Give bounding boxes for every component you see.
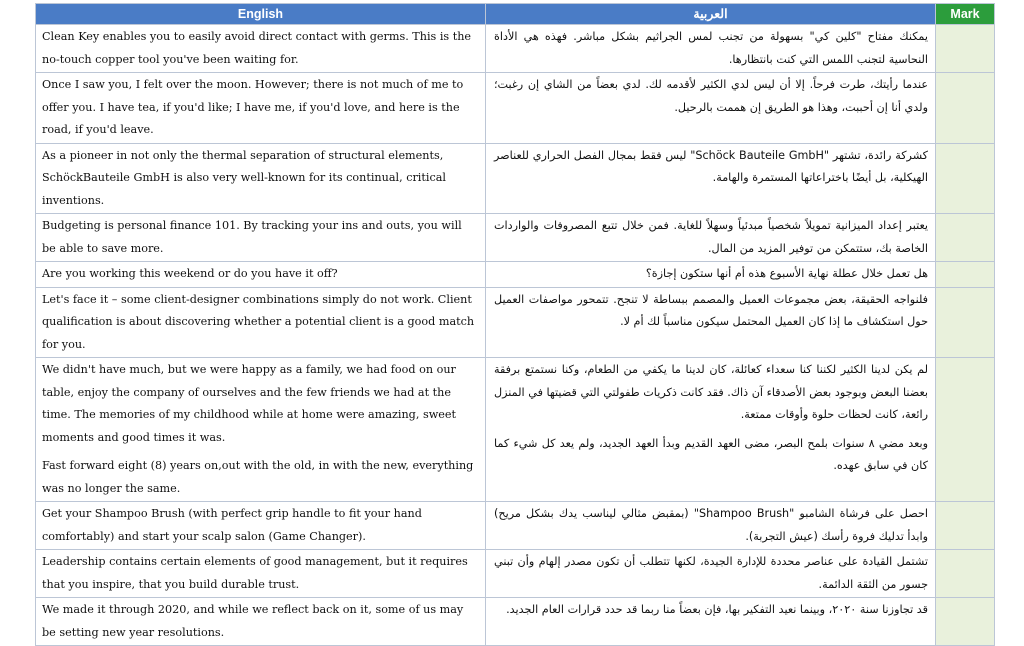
translation-table [35,3,995,646]
arabic-text: عندما رأيتك، طرت فرحاً. إلا أن ليس لدي الكثير لأقدمه لك. لدي بعضاً من الشاي إن رغبت؛ ولدي أنا إن أحببت، وهذا هو الطريق إن هممت بالرحيل. [494,78,928,114]
english-cell [36,73,486,144]
arabic-text: تشتمل القيادة على عناصر محددة للإدارة الجيدة، لكنها تتطلب أن تكون مصدر إلهام وأن تبني جسور من الثقة الدائمة. [494,555,928,591]
english-text: As a pioneer in not only the thermal separation of structural elements, SchöckBauteile GmbH is also very well-known for its continual, critical inventions. [42,148,446,207]
table-row [36,287,995,358]
english-text: Leadership contains certain elements of good management, but it requires that you inspire, that you build durable trust. [42,555,468,591]
arabic-column-header: العربية [486,4,936,25]
mark-cell[interactable] [936,358,995,502]
arabic-cell [486,598,936,646]
arabic-text: لم يكن لدينا الكثير لكننا كنا سعداء كعائلة، كان لدينا ما يكفي من الطعام، وكنا نستمتع برفقة بعضنا البعض وبوجود بعض الأصدقاء آن ذاك. فقد كانت ذكريات طفولتي التي قضيتها في المنزل رائعة، كانت لحظات حلوة وأوقات ممتعة. [494,363,928,421]
mark-cell[interactable] [936,214,995,262]
english-cell [36,358,486,502]
arabic-text: فلنواجه الحقيقة، بعض مجموعات العميل والمصمم ببساطة لا تنجح. تتمحور مواصفات العميل حول استكشاف ما إذا كان العميل المحتمل سيكون مناسباً لك أم لا. [494,292,928,328]
table-row [36,25,995,73]
english-text: Fast forward eight (8) years on,out with the old, in with the new, everything was no longer the same. [42,459,474,495]
mark-cell[interactable] [936,25,995,73]
table-row [36,214,995,262]
english-cell [36,143,486,214]
table-row [36,358,995,502]
arabic-cell [486,502,936,550]
mark-cell[interactable] [936,73,995,144]
arabic-text: يمكنك مفتاح "كلين كي" بسهولة من تجنب لمس الجراثيم بشكل مباشر. فهذه هي الأداة النحاسية لتجنب اللمس التي كنت بانتظارها. [494,30,928,66]
english-text: We didn't have much, but we were happy as a family, we had food on our table, enjoy the company of ourselves and the few friends we had at the time. The memories of my childhood while at home were amazing, sweet moments and good times it was. [42,363,457,444]
mark-cell[interactable] [936,262,995,288]
english-cell [36,598,486,646]
arabic-cell [486,550,936,598]
english-cell [36,25,486,73]
table-row [36,502,995,550]
english-cell [36,262,486,288]
english-text: Clean Key enables you to easily avoid direct contact with germs. This is the no-touch copper tool you've been waiting for. [42,30,472,66]
arabic-cell [486,262,936,288]
mark-cell[interactable] [936,502,995,550]
english-text: Once I saw you, I felt over the moon. However; there is not much of me to offer you. I have tea, if you'd like; I have me, if you'd love, and here is the road, if you'd leave. [42,78,464,136]
table-row [36,73,995,144]
english-column-header: English [36,4,486,25]
arabic-cell [486,214,936,262]
english-text: Budgeting is personal finance 101. By tracking your ins and outs, you will be able to save more. [42,219,462,255]
arabic-text: يعتبر إعداد الميزانية تمويلاً شخصياً مبدئياً وسهلاً للغاية. فمن خلال تتبع المصروفات والواردات الخاصة بك، ستتمكن من توفير المزيد من المال. [494,219,928,255]
arabic-cell [486,358,936,502]
english-cell [36,214,486,262]
mark-column-header: Mark [936,4,995,25]
english-cell [36,502,486,550]
arabic-text: هل تعمل خلال عطلة نهاية الأسبوع هذه أم أنها ستكون إجازة؟ [645,267,928,280]
mark-cell[interactable] [936,143,995,214]
mark-cell[interactable] [936,598,995,646]
header-row [36,4,995,25]
arabic-text: احصل على فرشاة الشامبو "Shampoo Brush" (بمقبض مثالي ليناسب يدك بشكل مريح) وابدأ تدليك فروة رأسك (عيش التجربة). [494,507,928,543]
english-text: Let's face it – some client-designer combinations simply do not work. Client qualification is about discovering whether a potential client is a good match for you. [42,292,475,351]
mark-cell[interactable] [936,550,995,598]
table-row [36,262,995,288]
table-row [36,598,995,646]
arabic-cell [486,143,936,214]
english-text: We made it through 2020, and while we reflect back on it, some of us may be setting new year resolutions. [42,603,464,639]
arabic-text: وبعد مضي ٨ سنوات بلمح البصر، مضى العهد القديم وبدأ العهد الجديد، ولم يعد كل شيء كما كان في سابق عهده. [494,436,928,472]
arabic-text: قد تجاوزنا سنة ٢٠٢٠، وبينما نعيد التفكير بها، فإن بعضاً منا ربما قد حدد قرارات العام الجديد. [506,603,928,616]
english-text: Get your Shampoo Brush (with perfect grip handle to fit your hand comfortably) and start your scalp salon (Game Changer). [42,507,422,543]
arabic-cell [486,73,936,144]
table-row [36,550,995,598]
arabic-text: كشركة رائدة، تشتهر "Schöck Bauteile GmbH" ليس فقط بمجال الفصل الحراري للعناصر الهيكلية، بل أيضًا باختراعاتها المستمرة والهامة. [494,148,928,184]
table-row [36,143,995,214]
english-cell [36,550,486,598]
english-text: Are you working this weekend or do you have it off? [42,267,338,280]
arabic-cell [486,287,936,358]
arabic-cell [486,25,936,73]
english-cell [36,287,486,358]
mark-cell[interactable] [936,287,995,358]
